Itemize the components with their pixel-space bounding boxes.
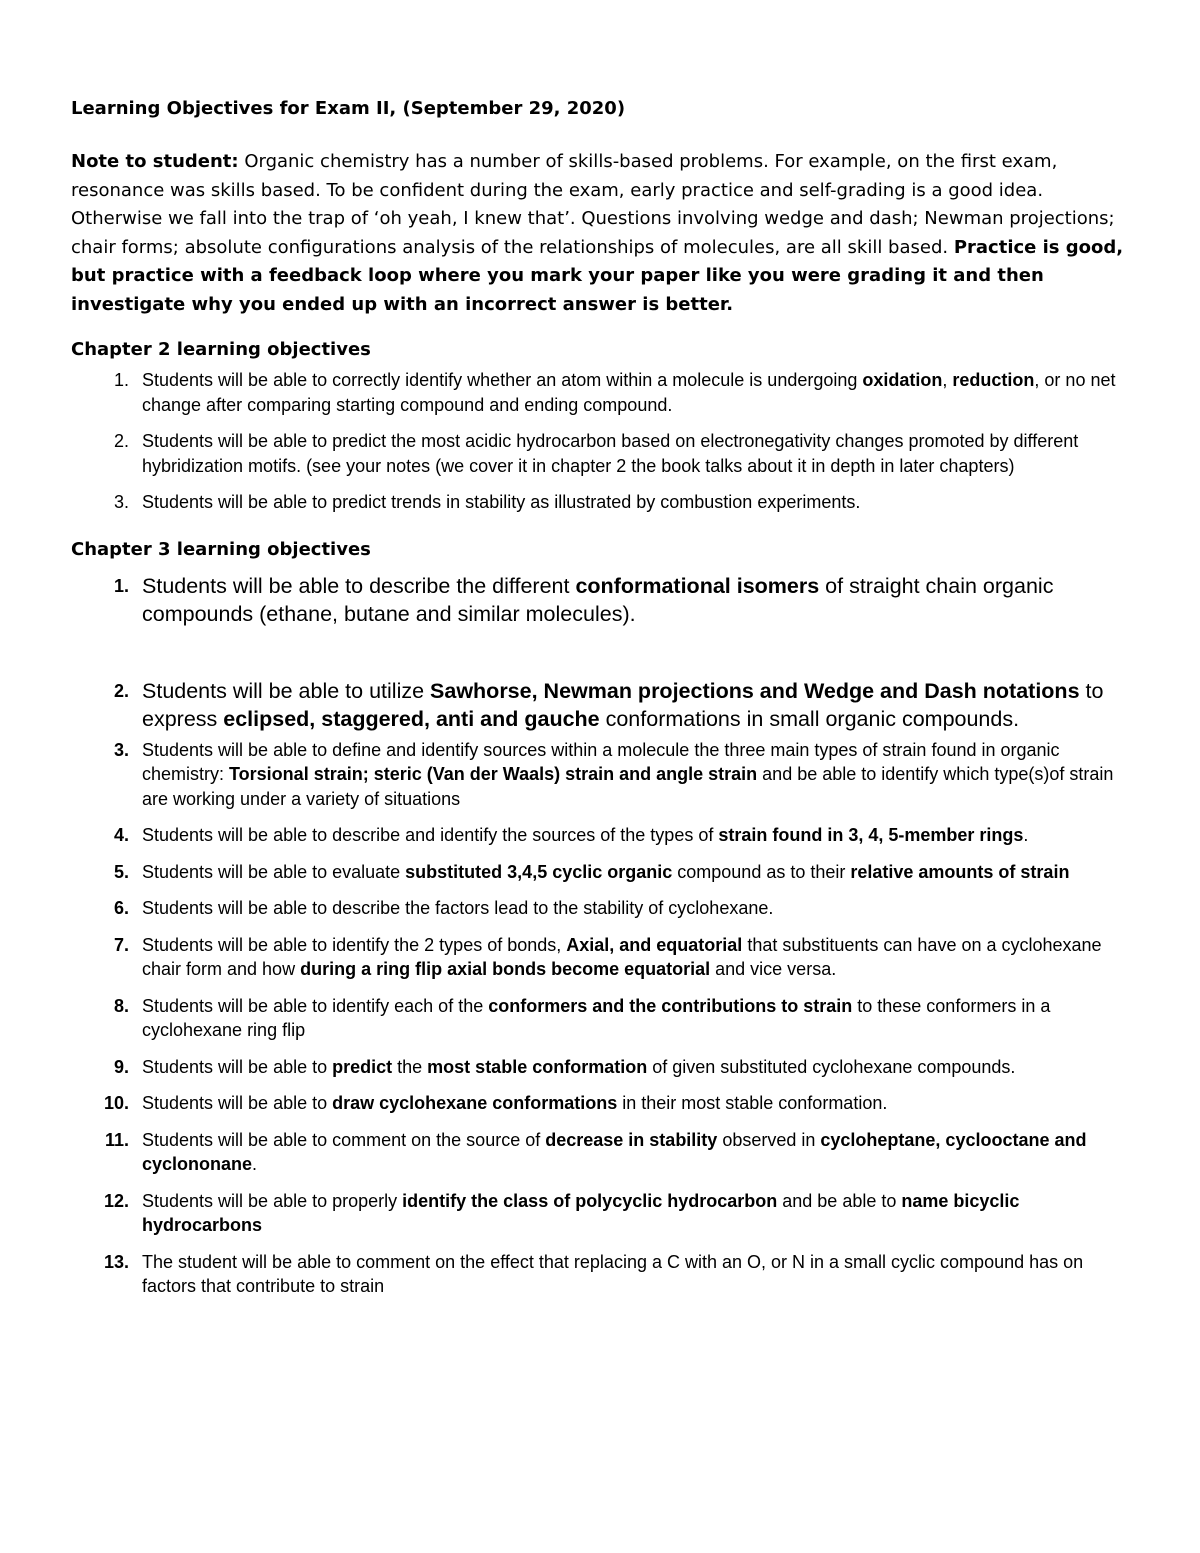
note-label: Note to student: — [71, 151, 239, 172]
objective-number: 8. — [113, 995, 129, 1016]
objective-text: of straight chain organic compounds (ethane, butane and similar molecules). — [142, 573, 1054, 626]
objective-emphasis: identify the class of polycyclic hydrocarbon — [402, 1190, 778, 1211]
objective-emphasis: oxidation — [862, 370, 943, 390]
objective-number: 6. — [113, 898, 129, 918]
objective-item — [71, 1250, 1131, 1299]
objective-text: observed in — [717, 1129, 821, 1150]
objective-emphasis: cycloheptane, cyclooctane and cyclononane — [142, 1129, 1087, 1174]
objective-text: in their most stable conformation. — [617, 1093, 888, 1113]
objective-text: Students will be able to predict the most acidic hydrocarbon based on electronegativity changes promoted by different hybridization motifs. (see your notes (we cover it in chapter 2 the book talks about it in depth in later chapters) — [142, 431, 1079, 476]
objective-text: . — [252, 1154, 258, 1174]
objective-emphasis: Axial, and equatorial — [566, 934, 743, 955]
objective-text: conformations in small organic compounds. — [599, 706, 1020, 731]
note-to-student — [71, 148, 1126, 319]
objective-number: 7. — [113, 934, 129, 955]
objective-text: Students will be able to — [142, 1056, 333, 1077]
objective-item — [71, 933, 1131, 982]
objective-number: 11. — [104, 1129, 129, 1150]
objective-emphasis: decrease in stability — [545, 1129, 718, 1150]
objective-text: Students will be able to describe the factors lead to the stability of cyclohexane. — [142, 898, 774, 918]
objective-number: 12. — [103, 1190, 129, 1211]
objective-emphasis: during a ring flip axial bonds become equatorial — [300, 959, 711, 979]
objective-text: to express — [142, 678, 1104, 731]
note-emphasis: Practice is good, but practice with a feedback loop where you mark your paper like you were grading it and then investigate why you ended up with an incorrect answer is better. — [71, 236, 1124, 315]
objective-emphasis: reduction — [952, 370, 1035, 390]
objective-emphasis: Sawhorse, Newman projections and Wedge and Dash notations — [430, 678, 1080, 703]
objective-emphasis: eclipsed, staggered, anti and gauche — [223, 706, 600, 731]
objective-text: Students will be able to comment on the source of — [142, 1129, 546, 1150]
objective-text: to these conformers in a cyclohexane ring flip — [142, 995, 1051, 1040]
objective-item — [71, 823, 1131, 848]
objective-text: and be able to — [777, 1190, 902, 1211]
document-title: Learning Objectives for Exam II, (September 29, 2020) — [71, 98, 626, 119]
objective-number: 1. — [113, 575, 129, 596]
objective-emphasis: conformational isomers — [575, 573, 820, 598]
objective-emphasis: relative amounts of strain — [850, 861, 1070, 882]
objective-item — [71, 1091, 1131, 1116]
objective-item — [71, 572, 1131, 628]
objective-item — [71, 738, 1131, 812]
objective-emphasis: conformers and the contributions to strain — [488, 995, 853, 1016]
objective-emphasis: predict — [332, 1056, 393, 1077]
objective-text: Students will be able to properly — [142, 1190, 403, 1211]
objective-number: 9. — [113, 1056, 129, 1077]
objective-number: 5. — [113, 861, 129, 882]
objective-number: 3. — [113, 739, 129, 760]
objective-number: 4. — [113, 825, 129, 845]
objective-emphasis: strain found in 3, 4, 5-member rings — [718, 825, 1024, 845]
objective-text: the — [392, 1056, 428, 1077]
objective-text: Students will be able to identify the 2 types of bonds, — [142, 934, 567, 955]
chapter3-objectives-list — [71, 738, 1131, 1299]
objective-number: 13. — [103, 1251, 129, 1272]
objective-text: and be able to identify which type(s)of strain are working under a variety of situations — [142, 764, 1114, 809]
objective-text: Students will be able to identify each of the — [142, 995, 489, 1016]
objective-item — [71, 429, 1131, 478]
objective-item — [71, 896, 1131, 921]
objective-text: The student will be able to comment on the effect that replacing a C with an O, or N in a small cyclic compound has on factors that contribute to strain — [142, 1251, 1084, 1296]
objective-number: 2. — [113, 680, 129, 701]
objective-text: and vice versa. — [710, 959, 837, 979]
objective-item — [71, 1128, 1131, 1177]
objective-item — [71, 1055, 1131, 1080]
chapter2-heading: Chapter 2 learning objectives — [71, 339, 371, 360]
objective-text: Students will be able to describe the different — [142, 573, 576, 598]
objective-emphasis: substituted 3,4,5 cyclic organic — [405, 861, 673, 882]
objective-item — [71, 368, 1131, 417]
objective-text: that substituents can have on a cyclohexane chair form and how — [142, 934, 1102, 979]
objective-emphasis: Torsional strain; steric (Van der Waals) strain and angle strain — [229, 764, 758, 784]
objective-text: Students will be able to predict trends in stability as illustrated by combustion experiments. — [142, 492, 861, 512]
objective-number: 2. — [113, 431, 129, 451]
chapter3-heading: Chapter 3 learning objectives — [71, 538, 371, 560]
objective-item — [71, 677, 1131, 733]
objective-item — [71, 1189, 1131, 1238]
objective-emphasis: draw cyclohexane conformations — [332, 1093, 618, 1113]
objective-text: , or no net change after comparing starting compound and ending compound. — [142, 370, 1116, 415]
objective-number: 3. — [113, 492, 129, 512]
chapter2-objectives-list — [71, 368, 1131, 515]
objective-text: of given substituted cyclohexane compounds. — [647, 1056, 1016, 1077]
objective-text: . — [1023, 825, 1029, 845]
objective-text: Students will be able to describe and identify the sources of the types of — [142, 825, 719, 845]
objective-text: Students will be able to define and identify sources within a molecule the three main types of strain found in organic chemistry: — [142, 739, 1060, 784]
objective-number: 1. — [113, 370, 129, 390]
objective-item — [71, 490, 1131, 515]
objective-text: Students will be able to evaluate — [142, 861, 406, 882]
objective-text: , — [942, 370, 953, 390]
objective-text: Students will be able to correctly identify whether an atom within a molecule is undergoing — [142, 370, 863, 390]
objective-emphasis: name bicyclic hydrocarbons — [142, 1190, 1020, 1235]
objective-text: compound as to their — [672, 861, 851, 882]
objective-text: Students will be able to utilize — [142, 678, 431, 703]
objective-item — [71, 994, 1131, 1043]
objective-emphasis: most stable conformation — [427, 1056, 648, 1077]
document-page — [71, 96, 1131, 1299]
objective-item — [71, 860, 1131, 885]
objective-text: Students will be able to — [142, 1093, 333, 1113]
chapter3-objectives-list-intro — [71, 572, 1131, 733]
note-body: Organic chemistry has a number of skills-based problems. For example, on the first exam, resonance was skills based. To be confident during the exam, early practice and self-grading is a good idea. Otherwise we fall into the trap of ‘oh yeah, I knew that’. Questions involving wedge and dash; Newman projections; chair forms; absolute configurations analysis of the relationships of molecules, are all skill based. — [71, 151, 1115, 258]
objective-number: 10. — [103, 1093, 129, 1113]
